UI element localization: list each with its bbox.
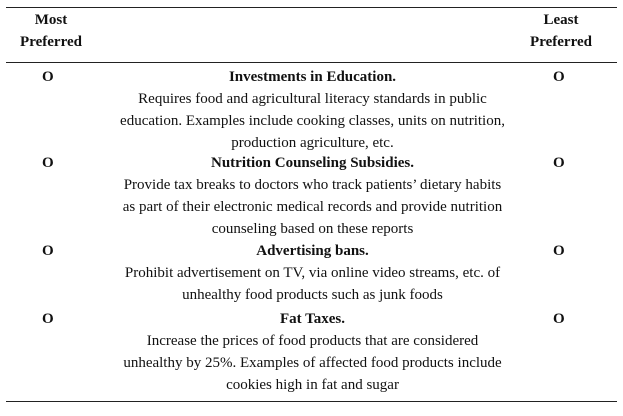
option-text (105, 240, 520, 306)
option-text (105, 308, 520, 396)
least-preferred-header-line1: Least (543, 12, 579, 28)
most-preferred-radio[interactable]: O (42, 243, 54, 259)
option-description-line: Increase the prices of food products that are considered (146, 333, 479, 349)
table-bottom-rule (6, 401, 617, 402)
least-preferred-radio[interactable]: O (553, 311, 565, 327)
option-text (105, 152, 520, 240)
option-description-line: Prohibit advertisement on TV, via online video streams, etc. of (124, 265, 501, 281)
least-preferred-header-line2: Preferred (530, 34, 592, 50)
most-preferred-radio[interactable]: O (42, 69, 54, 85)
least-preferred-header (523, 9, 599, 53)
header-rule (6, 62, 617, 63)
most-preferred-radio[interactable]: O (42, 155, 54, 171)
least-preferred-radio[interactable]: O (553, 243, 565, 259)
most-preferred-header-line2: Preferred (20, 34, 82, 50)
most-preferred-header-line1: Most (34, 12, 68, 28)
option-title: Investments in Education. (228, 69, 397, 85)
table-top-rule (6, 7, 617, 8)
least-preferred-radio[interactable]: O (553, 69, 565, 85)
option-description-line: as part of their electronic medical records and provide nutrition (122, 199, 503, 215)
option-description-line: education. Examples include cooking classes, units on nutrition, (120, 113, 505, 129)
option-title: Fat Taxes. (279, 311, 345, 327)
option-description-line: cookies high in fat and sugar (226, 377, 399, 393)
option-description-line: unhealthy by 25%. Examples of affected food products include (123, 355, 502, 371)
option-title: Nutrition Counseling Subsidies. (211, 155, 414, 171)
most-preferred-header (16, 9, 86, 53)
option-title: Advertising bans. (256, 243, 369, 259)
option-description-line: unhealthy food products such as junk foods (182, 287, 443, 303)
option-description-line: Requires food and agricultural literacy standards in public (138, 91, 487, 107)
option-description-line: Provide tax breaks to doctors who track patients’ dietary habits (123, 177, 502, 193)
option-text (105, 66, 520, 154)
option-description-line: counseling based on these reports (211, 221, 414, 237)
most-preferred-radio[interactable]: O (42, 311, 54, 327)
option-description-line: production agriculture, etc. (231, 135, 394, 151)
least-preferred-radio[interactable]: O (553, 155, 565, 171)
